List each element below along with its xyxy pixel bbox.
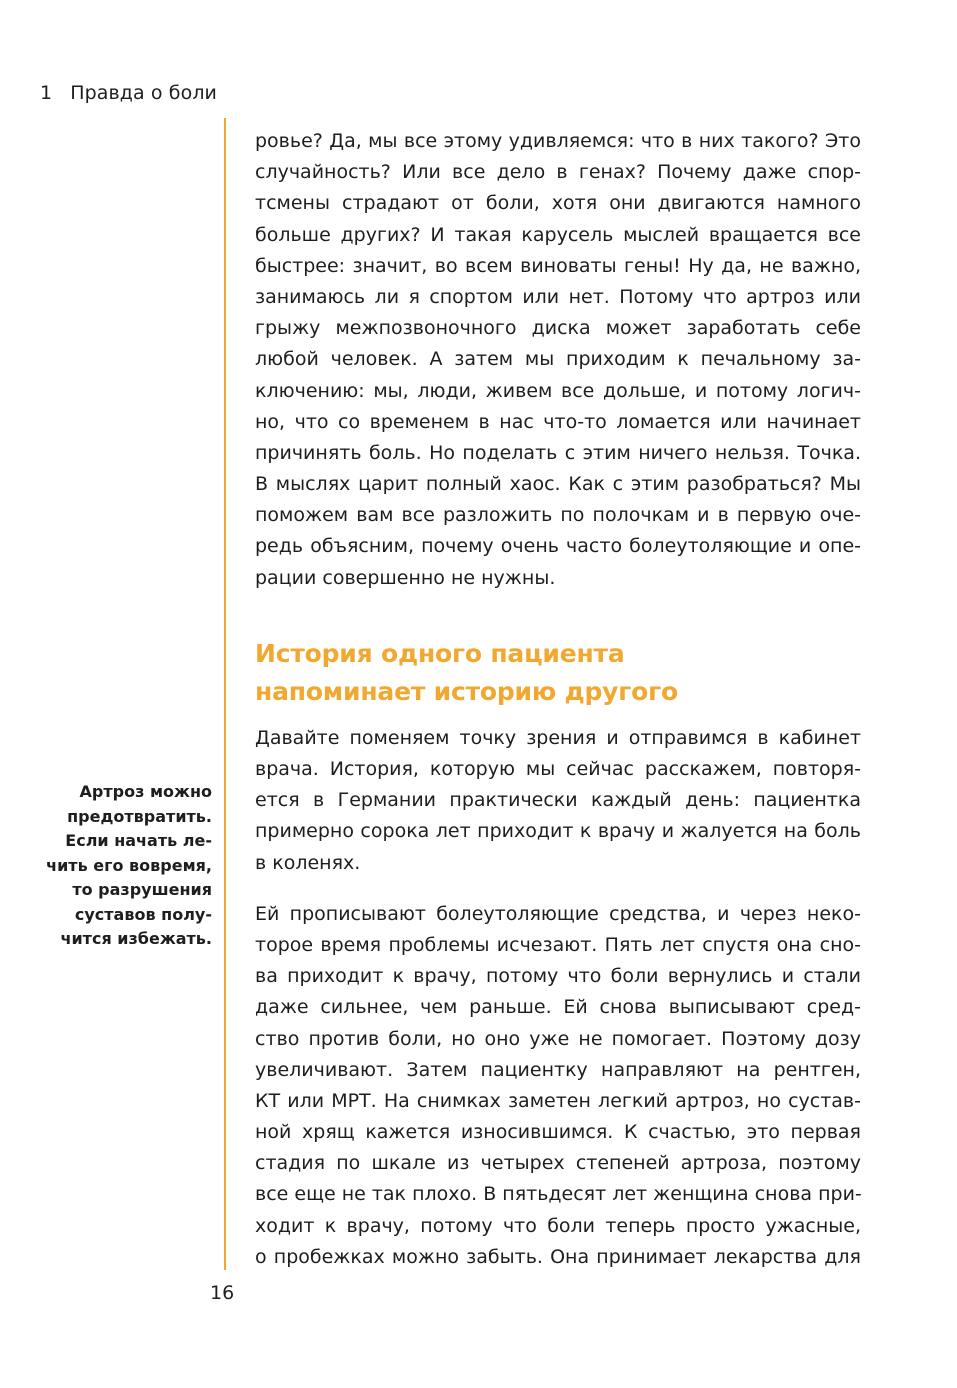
text-line: ровье? Да, мы все этому удивляемся: что в них такого? Это: [255, 130, 861, 152]
text-line: ется в Германии практически каждый день: пациентка: [255, 789, 861, 812]
section-heading: [255, 635, 861, 711]
chapter-number: 1: [40, 82, 53, 104]
text-line: ходит к врачу, потому что боли теперь просто ужасные,: [255, 1214, 861, 1237]
text-line: ва приходит к врачу, потому что боли вернулись и стали: [255, 965, 861, 988]
text-line: тсмены страдают от боли, хотя они двигаются намного: [255, 192, 861, 215]
paragraph-1: [255, 723, 861, 879]
text-line: ство против боли, но оно уже не помогает. Поэтому дозу: [255, 1027, 861, 1050]
margin-rule: [224, 118, 226, 1270]
main-text-column: [255, 126, 861, 1273]
text-line: даже сильнее, чем раньше. Ей снова выписывают сред-: [255, 996, 861, 1019]
sidenote: [40, 780, 212, 952]
text-line: поможем вам все разложить по полочкам и в первую оче-: [255, 504, 861, 527]
text-line: больше других? И такая карусель мыслей вращается все: [255, 223, 861, 246]
text-line: КТ или МРТ. На снимках заметен легкий артроз, но сустав-: [255, 1089, 861, 1112]
sidenote-line: Артроз можно: [79, 782, 212, 801]
text-line: но, что со временем в нас что-то ломается или начинает: [255, 410, 861, 433]
section-heading-line: напоминает историю другого: [255, 676, 678, 706]
sidenote-line: чится избежать.: [60, 929, 212, 948]
text-line: причинять боль. Но поделать с этим ничего нельзя. Точка.: [255, 441, 861, 464]
text-line: ной хрящ кажется износившимся. К счастью, это первая: [255, 1121, 861, 1144]
sidenote-line: то разрушения: [72, 880, 212, 899]
text-line: примерно сорока лет приходит к врачу и жалуется на боль: [255, 820, 861, 843]
text-line: все еще не так плохо. В пятьдесят лет женщина снова при-: [255, 1183, 862, 1206]
text-line: занимаюсь ли я спортом или нет. Потому что артроз или: [255, 285, 861, 308]
text-line: в коленях.: [255, 851, 361, 874]
paragraph-2: [255, 899, 861, 1273]
text-line: ключению: мы, люди, живем все дольше, и потому логич-: [255, 379, 861, 402]
text-line: о пробежках можно забыть. Она принимает лекарства для: [255, 1245, 861, 1268]
chapter-title: Правда о боли: [70, 82, 218, 104]
text-line: любой человек. А затем мы приходим к печальному за-: [255, 348, 861, 371]
page-number: 16: [210, 1282, 235, 1304]
text-line: Ей прописывают болеутоляющие средства, и через неко-: [255, 902, 861, 925]
text-line: стадия по шкале из четырех степеней артроза, поэтому: [255, 1152, 861, 1175]
body-paragraph-continued: [255, 126, 861, 594]
text-line: случайность? Или все дело в генах? Почему даже спор-: [255, 161, 861, 184]
text-line: врача. История, которую мы сейчас расскажем, повторя-: [255, 758, 861, 780]
text-line: редь объясним, почему очень часто болеутоляющие и опе-: [255, 535, 861, 558]
sidenote-line: предотвратить.: [67, 806, 212, 826]
text-line: увеличивают. Затем пациентку направляют на рентген,: [255, 1058, 861, 1081]
text-line: В мыслях царит полный хаос. Как с этим разобраться? Мы: [255, 473, 861, 496]
text-line: торое время проблемы исчезают. Пять лет спустя она сно-: [255, 933, 861, 956]
sidenote-line: Если начать ле-: [65, 831, 212, 850]
text-line: быстрее: значит, во всем виноваты гены! Ну да, не важно,: [255, 254, 861, 277]
running-head: [40, 82, 217, 104]
text-line: грыжу межпозвоночного диска может заработать себе: [255, 317, 861, 340]
text-line: рации совершенно не нужны.: [255, 566, 556, 589]
sidenote-line: суставов полу-: [74, 904, 212, 924]
section-heading-line: История одного пациента: [255, 638, 625, 668]
text-line: Давайте поменяем точку зрения и отправимся в кабинет: [255, 726, 861, 749]
sidenote-line: чить его вовремя,: [46, 855, 212, 875]
paragraph-spacer: [255, 879, 861, 899]
